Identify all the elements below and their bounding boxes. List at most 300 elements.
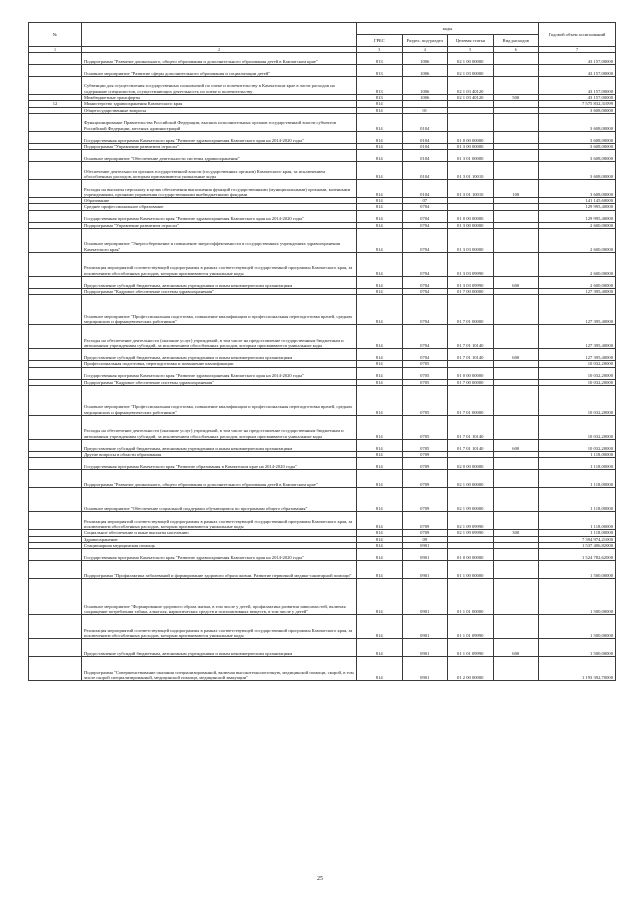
row-grbs: 813 (357, 53, 403, 65)
row-target: 01 0 00 00000 (448, 210, 494, 222)
row-name: Стационарная медицинская помощь (82, 542, 357, 548)
table-row (29, 349, 616, 361)
row-target: 01 7 01 00000 (448, 295, 494, 325)
row-name: Межбюджетные трансферты (82, 95, 357, 101)
row-num (29, 579, 82, 615)
row-razdel: 0704 (402, 204, 448, 210)
row-sum: 43 157,00000 (539, 77, 616, 95)
row-vr: 600 (493, 349, 539, 361)
row-num (29, 657, 82, 681)
row-num (29, 253, 82, 277)
row-sum: 2 600,00000 (539, 229, 616, 253)
row-sum: 141 145,60000 (539, 198, 616, 204)
row-sum: 129 995,40000 (539, 210, 616, 222)
row-vr (493, 162, 539, 180)
row-target: 01 3 03 09990 (448, 277, 494, 289)
table-row (29, 385, 616, 415)
row-grbs: 814 (357, 439, 403, 451)
row-razdel: 0901 (402, 615, 448, 639)
row-vr: 600 (493, 277, 539, 289)
budget-table (28, 22, 616, 681)
row-target: 01 3 01 00000 (448, 150, 494, 162)
row-razdel: 0705 (402, 385, 448, 415)
row-name: Среднее профессиональное образование (82, 204, 357, 210)
row-target: 01 2 00 00000 (448, 657, 494, 681)
row-sum: 1 118,00000 (539, 451, 616, 457)
table-row (29, 53, 616, 65)
row-sum: 3 608,00000 (539, 180, 616, 198)
row-name: Основное мероприятие "Энергосбережение и повышение энергоэффективности в государственных учреждениях здравоохранения Камчатского края" (82, 229, 357, 253)
row-sum: 1 118,00000 (539, 530, 616, 536)
header-name (82, 23, 357, 47)
row-grbs: 814 (357, 277, 403, 289)
header-sum: Годовой объем ассигнований (539, 23, 616, 47)
row-grbs: 814 (357, 615, 403, 639)
row-sum: 43 157,00000 (539, 65, 616, 77)
row-sum: 2 600,00000 (539, 222, 616, 228)
row-name: Подпрограмма "Профилактика заболеваний и формирование здорового образа жизни. Развитие первичной медико-санитарной помощи" (82, 561, 357, 579)
row-vr (493, 561, 539, 579)
row-razdel: 1006 (402, 77, 448, 95)
table-row (29, 210, 616, 222)
row-razdel: 0709 (402, 512, 448, 530)
header-vr: Вид расходов (493, 35, 539, 47)
row-target: 02 1 03 40120 (448, 95, 494, 101)
row-name: Расходы на обеспечение деятельности (оказание услуг) учреждений, в том числе на предоставление государственным бюджетным и автономным учреждениям субсидий, за исключением обособленных расходов, которым присваиваются уникальные коды (82, 415, 357, 439)
row-name: Реализация мероприятий соответствующей подпрограммы в рамках соответствующей государственной программы Камчатского края, за исключением обособленных расходов, которым присваиваются уникальные коды (82, 615, 357, 639)
row-sum: 1 118,00000 (539, 458, 616, 470)
table-row (29, 549, 616, 561)
row-vr (493, 549, 539, 561)
row-vr (493, 367, 539, 379)
table-row (29, 150, 616, 162)
row-num (29, 367, 82, 379)
row-num (29, 439, 82, 451)
row-grbs: 814 (357, 325, 403, 349)
row-target: 01 3 03 09990 (448, 253, 494, 277)
row-name: Расходы на обеспечение деятельности (оказание услуг) учреждений, в том числе на предоставление государственным бюджетным и автономным учреждениям субсидий, за исключением обособленных расходов, которым присваиваются уникальные коды (82, 325, 357, 349)
row-sum: 3 608,00000 (539, 143, 616, 149)
row-razdel: 0704 (402, 289, 448, 295)
row-num (29, 150, 82, 162)
row-name: Расходы на выплаты персоналу в целях обеспечения выполнения функций государственными (муниципальными) органами, казенными учреждениями, органами управления государственными внебюджетными фондами (82, 180, 357, 198)
row-grbs: 814 (357, 536, 403, 542)
row-target: 01 0 00 00000 (448, 131, 494, 143)
row-razdel: 0901 (402, 639, 448, 657)
row-sum: 3 608,00000 (539, 107, 616, 113)
row-sum: 1 118,00000 (539, 470, 616, 488)
row-razdel: 0709 (402, 530, 448, 536)
row-grbs: 814 (357, 204, 403, 210)
row-num (29, 415, 82, 439)
table-row (29, 253, 616, 277)
row-vr (493, 53, 539, 65)
row-grbs: 814 (357, 542, 403, 548)
row-razdel: 0704 (402, 295, 448, 325)
table-row (29, 325, 616, 349)
table-row (29, 579, 616, 615)
row-razdel: 0704 (402, 222, 448, 228)
row-name: Образование (82, 198, 357, 204)
table-row (29, 367, 616, 379)
row-grbs: 814 (357, 657, 403, 681)
row-vr: 300 (493, 530, 539, 536)
row-grbs: 814 (357, 131, 403, 143)
row-name: Министерство здравоохранения Камчатского края (82, 101, 357, 107)
row-name: Другие вопросы в области образования (82, 451, 357, 457)
row-vr (493, 131, 539, 143)
row-target: 02 1 03 40120 (448, 77, 494, 95)
row-grbs: 814 (357, 512, 403, 530)
row-vr (493, 579, 539, 615)
row-vr (493, 150, 539, 162)
row-sum: 10 032,20000 (539, 379, 616, 385)
row-razdel: 0901 (402, 579, 448, 615)
row-num (29, 277, 82, 289)
row-target: 01 7 00 00000 (448, 379, 494, 385)
row-grbs: 814 (357, 530, 403, 536)
row-vr (493, 512, 539, 530)
row-target: 02 0 00 00000 (448, 458, 494, 470)
row-name: Подпрограмма "Управление развитием отрасли" (82, 143, 357, 149)
row-name: Подпрограмма "Кадровое обеспечение системы здравоохранения" (82, 379, 357, 385)
row-target: 01 7 00 00000 (448, 289, 494, 295)
row-grbs: 814 (357, 367, 403, 379)
row-num (29, 65, 82, 77)
row-razdel: 0704 (402, 325, 448, 349)
row-target: 02 1 09 09990 (448, 530, 494, 536)
row-name: Основное мероприятие "Профессиональная подготовка, повышение квалификации и профессиональная переподготовка врачей, средних медицинских и фармацевтических работников" (82, 295, 357, 325)
row-target: 02 1 00 00000 (448, 470, 494, 488)
row-sum: 10 032,20000 (539, 439, 616, 451)
row-vr (493, 325, 539, 349)
table-body (29, 53, 616, 681)
row-name: Подпрограмма "Совершенствование оказания специализированной, включая высокотехнологичную, медицинской помощи, скорой, в том числе скорой специализированной, медицинской помощи, медицинской эвакуации" (82, 657, 357, 681)
row-name: Основное мероприятие "Развитие сферы дополнительного образования и социализации детей" (82, 65, 357, 77)
row-target: 01 0 00 00000 (448, 367, 494, 379)
row-razdel: 0104 (402, 180, 448, 198)
row-target: 02 1 09 00000 (448, 488, 494, 512)
row-num (29, 349, 82, 361)
row-target: 01 7 01 10140 (448, 325, 494, 349)
row-name: Предоставление субсидий бюджетным, автономным учреждениям и иным некоммерческим организациям (82, 639, 357, 657)
row-vr (493, 65, 539, 77)
row-target: 01 1 01 09990 (448, 615, 494, 639)
row-name: Социальное обеспечение и иные выплаты населению (82, 530, 357, 536)
row-sum: 1 500,00000 (539, 561, 616, 579)
row-vr (493, 657, 539, 681)
row-sum: 7 394 974,21000 (539, 536, 616, 542)
row-grbs: 814 (357, 113, 403, 131)
table-row (29, 113, 616, 131)
row-target: 02 1 03 00000 (448, 65, 494, 77)
row-name: Основное мероприятие "Формирование здорового образа жизни, в том числе у детей, профилактика развития зависимостей, включая сокращение потребления табака, алкоголя, наркотических средств и психоактивных веществ, в том числе у детей" (82, 579, 357, 615)
row-num (29, 549, 82, 561)
row-vr (493, 488, 539, 512)
row-num (29, 210, 82, 222)
page-number: 25 (317, 876, 323, 882)
row-num (29, 77, 82, 95)
row-grbs: 814 (357, 107, 403, 113)
row-razdel: 0901 (402, 542, 448, 548)
row-sum: 7 575 832,31099 (539, 101, 616, 107)
row-name: Профессиональная подготовка, переподготовка и повышение квалификации (82, 361, 357, 367)
row-grbs: 814 (357, 198, 403, 204)
row-sum: 1 500,00000 (539, 639, 616, 657)
row-sum: 10 032,20000 (539, 415, 616, 439)
header-num: № (29, 23, 82, 47)
row-grbs: 814 (357, 451, 403, 457)
column-index: 1 (29, 47, 82, 53)
row-sum: 10 032,20000 (539, 385, 616, 415)
row-name: Государственная программа Камчатского края "Развитие здравоохранения Камчатского края на 2014-2020 годы" (82, 549, 357, 561)
row-razdel: 0705 (402, 415, 448, 439)
row-vr (493, 415, 539, 439)
row-sum: 43 157,00000 (539, 53, 616, 65)
row-sum: 2 600,00000 (539, 253, 616, 277)
row-target: 01 7 01 00000 (448, 385, 494, 415)
row-vr: 100 (493, 180, 539, 198)
row-sum: 127 395,40000 (539, 325, 616, 349)
column-index: 7 (539, 47, 616, 53)
row-razdel: 1006 (402, 65, 448, 77)
row-num (29, 229, 82, 253)
table-row (29, 657, 616, 681)
row-sum: 10 032,20000 (539, 361, 616, 367)
column-index: 2 (82, 47, 357, 53)
row-name: Здравоохранение (82, 536, 357, 542)
row-sum: 2 600,00000 (539, 277, 616, 289)
row-razdel: 0709 (402, 451, 448, 457)
row-razdel: 0104 (402, 162, 448, 180)
row-razdel: 01 (402, 107, 448, 113)
table-row (29, 512, 616, 530)
row-vr: 600 (493, 439, 539, 451)
row-target: 01 7 01 10140 (448, 415, 494, 439)
column-index: 5 (448, 47, 494, 53)
row-num (29, 458, 82, 470)
row-grbs: 814 (357, 639, 403, 657)
row-razdel: 1006 (402, 53, 448, 65)
row-grbs: 814 (357, 253, 403, 277)
row-grbs: 814 (357, 385, 403, 415)
row-sum: 3 608,00000 (539, 131, 616, 143)
row-sum: 1 118,00000 (539, 512, 616, 530)
row-razdel: 0705 (402, 361, 448, 367)
header-target: Целевая статья (448, 35, 494, 47)
row-target: 01 1 00 00000 (448, 561, 494, 579)
row-razdel: 0705 (402, 367, 448, 379)
row-grbs: 814 (357, 150, 403, 162)
row-razdel: 0104 (402, 143, 448, 149)
row-sum: 127 395,40000 (539, 295, 616, 325)
header-grbs: ГРБС (357, 35, 403, 47)
row-name: Предоставление субсидий бюджетным, автономным учреждениям и иным некоммерческим организациям (82, 439, 357, 451)
row-razdel: 0709 (402, 458, 448, 470)
row-razdel: 09 (402, 536, 448, 542)
table-row (29, 65, 616, 77)
row-name: Государственная программа Камчатского края "Развитие здравоохранения Камчатского края на 2014-2020 годы" (82, 367, 357, 379)
row-grbs: 814 (357, 561, 403, 579)
row-vr (493, 253, 539, 277)
row-grbs: 814 (357, 549, 403, 561)
row-num (29, 488, 82, 512)
row-sum: 1 500,00000 (539, 615, 616, 639)
row-sum: 3 608,00000 (539, 150, 616, 162)
row-target: 01 7 01 10140 (448, 349, 494, 361)
row-grbs: 813 (357, 95, 403, 101)
row-vr: 500 (493, 95, 539, 101)
row-vr (493, 615, 539, 639)
row-grbs: 814 (357, 415, 403, 439)
row-grbs: 814 (357, 361, 403, 367)
row-razdel: 0901 (402, 657, 448, 681)
row-razdel: 0704 (402, 253, 448, 277)
row-grbs: 814 (357, 229, 403, 253)
row-num (29, 512, 82, 530)
row-razdel: 07 (402, 198, 448, 204)
row-razdel: 0704 (402, 349, 448, 361)
row-grbs: 813 (357, 65, 403, 77)
row-num (29, 470, 82, 488)
row-target: 01 3 01 10010 (448, 162, 494, 180)
row-name: Государственная программа Камчатского края "Развитие здравоохранения Камчатского края на 2014-2020 годы" (82, 210, 357, 222)
row-grbs: 814 (357, 488, 403, 512)
row-target: 01 1 01 09990 (448, 639, 494, 657)
row-num (29, 385, 82, 415)
row-name: Функционирование Правительства Российской Федерации, высших исполнительных органов государственной власти субъектов Российской Федерации, местных администраций (82, 113, 357, 131)
column-index: 3 (357, 47, 403, 53)
row-grbs: 814 (357, 470, 403, 488)
table-row (29, 229, 616, 253)
row-num (29, 180, 82, 198)
row-num (29, 162, 82, 180)
row-name: Субвенции для осуществления государственных полномочий по опеке и попечительству в Камчатском крае в части расходов на содержание специалистов, осуществляющих деятельность по опеке и попечительству (82, 77, 357, 95)
row-sum: 127 395,40000 (539, 289, 616, 295)
row-name: Основное мероприятие "Обеспечение деятельности системы здравоохранения" (82, 150, 357, 162)
row-grbs: 814 (357, 162, 403, 180)
table-row (29, 162, 616, 180)
table-row (29, 415, 616, 439)
table-row (29, 470, 616, 488)
row-razdel: 0901 (402, 549, 448, 561)
row-name: Предоставление субсидий бюджетным, автономным учреждениям и иным некоммерческим организациям (82, 349, 357, 361)
row-vr: 600 (493, 639, 539, 657)
header-razdel: Раздел, под-раздел (402, 35, 448, 47)
table-row (29, 488, 616, 512)
row-name: Обеспечение деятельности органов государственной власти (государственных органов) Камчатского края, за исключением обособленных расходов, которым присваиваются уникальные коды (82, 162, 357, 180)
row-grbs: 814 (357, 101, 403, 107)
row-target: 01 3 00 00000 (448, 143, 494, 149)
row-razdel: 0704 (402, 277, 448, 289)
row-grbs: 814 (357, 458, 403, 470)
row-num (29, 295, 82, 325)
table-row (29, 131, 616, 143)
row-sum: 1 193 392,70000 (539, 657, 616, 681)
row-grbs: 814 (357, 379, 403, 385)
column-index: 6 (493, 47, 539, 53)
row-razdel: 0705 (402, 379, 448, 385)
row-grbs: 814 (357, 289, 403, 295)
row-name: Реализация мероприятий соответствующей подпрограммы в рамках соответствующей государственной программы Камчатского края, за исключением обособленных расходов, которым присваиваются уникальные коды (82, 512, 357, 530)
row-grbs: 814 (357, 295, 403, 325)
row-name: Основное мероприятие "Обеспечение социальной поддержки обучающимся по программам общего образования" (82, 488, 357, 512)
row-razdel: 0901 (402, 561, 448, 579)
row-target: 01 1 01 00000 (448, 579, 494, 615)
row-grbs: 814 (357, 222, 403, 228)
row-sum: 1 500,00000 (539, 579, 616, 615)
table-row (29, 77, 616, 95)
row-vr (493, 470, 539, 488)
row-grbs: 814 (357, 579, 403, 615)
row-razdel: 0704 (402, 229, 448, 253)
row-target: 02 1 09 09990 (448, 512, 494, 530)
column-index: 4 (402, 47, 448, 53)
row-num (29, 561, 82, 579)
row-vr (493, 210, 539, 222)
table-header-row (29, 23, 616, 35)
row-vr (493, 77, 539, 95)
row-vr (493, 385, 539, 415)
row-razdel: 0709 (402, 470, 448, 488)
row-name: Подпрограмма "Кадровое обеспечение системы здравоохранения" (82, 289, 357, 295)
row-sum: 3 608,00000 (539, 162, 616, 180)
table-row (29, 458, 616, 470)
row-name: Государственная программа Камчатского края "Развитие образования в Камчатском крае на 2014-2020 годы" (82, 458, 357, 470)
row-name: Подпрограмма "Развитие дошкольного, общего образования и дополнительного образования детей в Камчатском крае" (82, 53, 357, 65)
row-num (29, 615, 82, 639)
row-sum: 3 608,00000 (539, 113, 616, 131)
row-razdel: 0704 (402, 210, 448, 222)
row-razdel: 1006 (402, 95, 448, 101)
row-target: 01 0 00 00000 (448, 549, 494, 561)
table-row (29, 639, 616, 657)
row-vr (493, 295, 539, 325)
row-sum: 10 032,20000 (539, 367, 616, 379)
row-grbs: 814 (357, 210, 403, 222)
row-sum: 43 157,00000 (539, 95, 616, 101)
row-sum: 1 524 782,62000 (539, 549, 616, 561)
row-grbs: 814 (357, 180, 403, 198)
row-sum: 1 118,00000 (539, 488, 616, 512)
row-vr (493, 458, 539, 470)
row-vr (493, 229, 539, 253)
row-num: 12 (29, 101, 82, 107)
row-razdel: 0104 (402, 131, 448, 143)
row-name: Подпрограмма "Управление развитием отрасли" (82, 222, 357, 228)
table-row (29, 615, 616, 639)
row-sum: 1 537 406,82000 (539, 542, 616, 548)
row-target: 01 7 01 10140 (448, 439, 494, 451)
row-vr (493, 113, 539, 131)
table-row (29, 180, 616, 198)
row-razdel: 0709 (402, 488, 448, 512)
row-name: Предоставление субсидий бюджетным, автономным учреждениям и иным некоммерческим организациям (82, 277, 357, 289)
row-grbs: 814 (357, 349, 403, 361)
row-target: 01 3 01 10010 (448, 180, 494, 198)
row-num (29, 53, 82, 65)
header-codes-group: коды (357, 23, 539, 35)
table-row (29, 439, 616, 451)
row-target: 01 3 03 00000 (448, 229, 494, 253)
row-sum: 127 395,40000 (539, 349, 616, 361)
table-row (29, 561, 616, 579)
row-num (29, 113, 82, 131)
row-razdel: 0104 (402, 113, 448, 131)
row-grbs: 814 (357, 143, 403, 149)
row-razdel: 0104 (402, 150, 448, 162)
row-target (448, 113, 494, 131)
